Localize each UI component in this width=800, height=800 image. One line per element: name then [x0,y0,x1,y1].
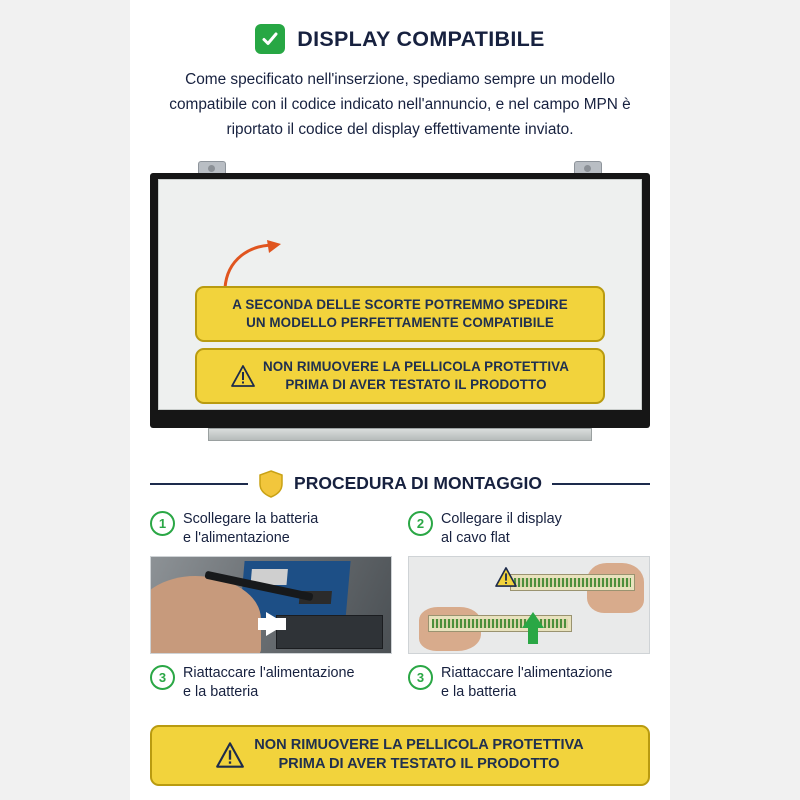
step-text [183,510,318,548]
step-line2: e la batteria [441,684,517,701]
compatibility-banner [195,286,605,342]
check-box-icon [255,24,285,54]
step-column-4 [408,664,650,702]
step-column-1 [150,510,392,654]
film-warning-banner [195,348,605,404]
step-line1: Riattaccare l'alimentazione [441,665,613,682]
shield-icon [258,470,284,498]
step-text [441,664,613,702]
flat-cable-bottom [428,615,572,632]
motherboard-illustration [151,557,391,653]
step-2 [408,510,650,548]
step-line1: Scollegare la batteria [183,510,319,527]
step-text [183,664,355,702]
warning-triangle-icon [216,742,244,768]
footer-warning-banner [150,725,650,786]
step-line1: Collegare il display [441,510,562,527]
steps-row-bottom [150,664,650,702]
steps-row-top [150,510,650,654]
step-3 [150,664,392,702]
procedure-header [150,470,650,498]
warning-triangle-icon [495,567,517,587]
header-row [130,24,670,54]
content-column [130,0,670,800]
page-title: DISPLAY COMPATIBILE [297,26,545,51]
display-bezel [150,173,650,428]
motherboard-battery-photo [150,556,392,654]
direction-arrow-icon [266,612,286,636]
right-gray-band [670,0,800,800]
step-text [441,510,562,548]
divider-left [150,483,248,485]
display-surface [158,179,642,410]
film-warning-line2: PRIMA DI AVER TESTATO IL PRODOTTO [285,376,547,392]
divider-right [552,483,650,485]
display-bottom-strip [208,428,592,441]
step-column-3 [150,664,392,702]
step-line1: Riattaccare l'alimentazione [183,665,355,682]
step-4 [408,664,650,702]
step-number: 3 [408,665,433,690]
left-gray-band [0,0,130,800]
flat-cable-top [510,574,635,591]
step-number: 3 [150,665,175,690]
footer-warning-line1: NON RIMUOVERE LA PELLICOLA PROTETTIVA [254,736,584,753]
connector-illustration [409,557,649,653]
step-1 [150,510,392,548]
flat-cable-connector-photo [408,556,650,654]
footer-warning-line2: PRIMA DI AVER TESTATO IL PRODOTTO [278,756,560,773]
display-illustration [150,161,650,456]
step-line2: e l'alimentazione [183,530,290,547]
intro-paragraph: Come specificato nell'inserzione, spediamo sempre un modello compatibile con il codice indicato nell'annuncio, e nel campo MPN è riportato il codice del display effettivamente inviato. [169,71,631,138]
curved-arrow-icon [219,238,289,290]
insert-arrow-icon [522,612,544,628]
step-number: 2 [408,511,433,536]
film-warning-line1: NON RIMUOVERE LA PELLICOLA PROTETTIVA [263,358,569,374]
step-number: 1 [150,511,175,536]
step-column-2 [408,510,650,654]
compatibility-banner-line2: UN MODELLO PERFETTAMENTE COMPATIBILE [246,314,554,330]
battery-shape [276,615,384,650]
procedure-title: PROCEDURA DI MONTAGGIO [294,473,542,494]
step-line2: e la batteria [183,684,259,701]
compatibility-banner-line1: A SECONDA DELLE SCORTE POTREMMO SPEDIRE [232,296,568,312]
step-line2: al cavo flat [441,530,510,547]
warning-triangle-icon [231,365,255,387]
